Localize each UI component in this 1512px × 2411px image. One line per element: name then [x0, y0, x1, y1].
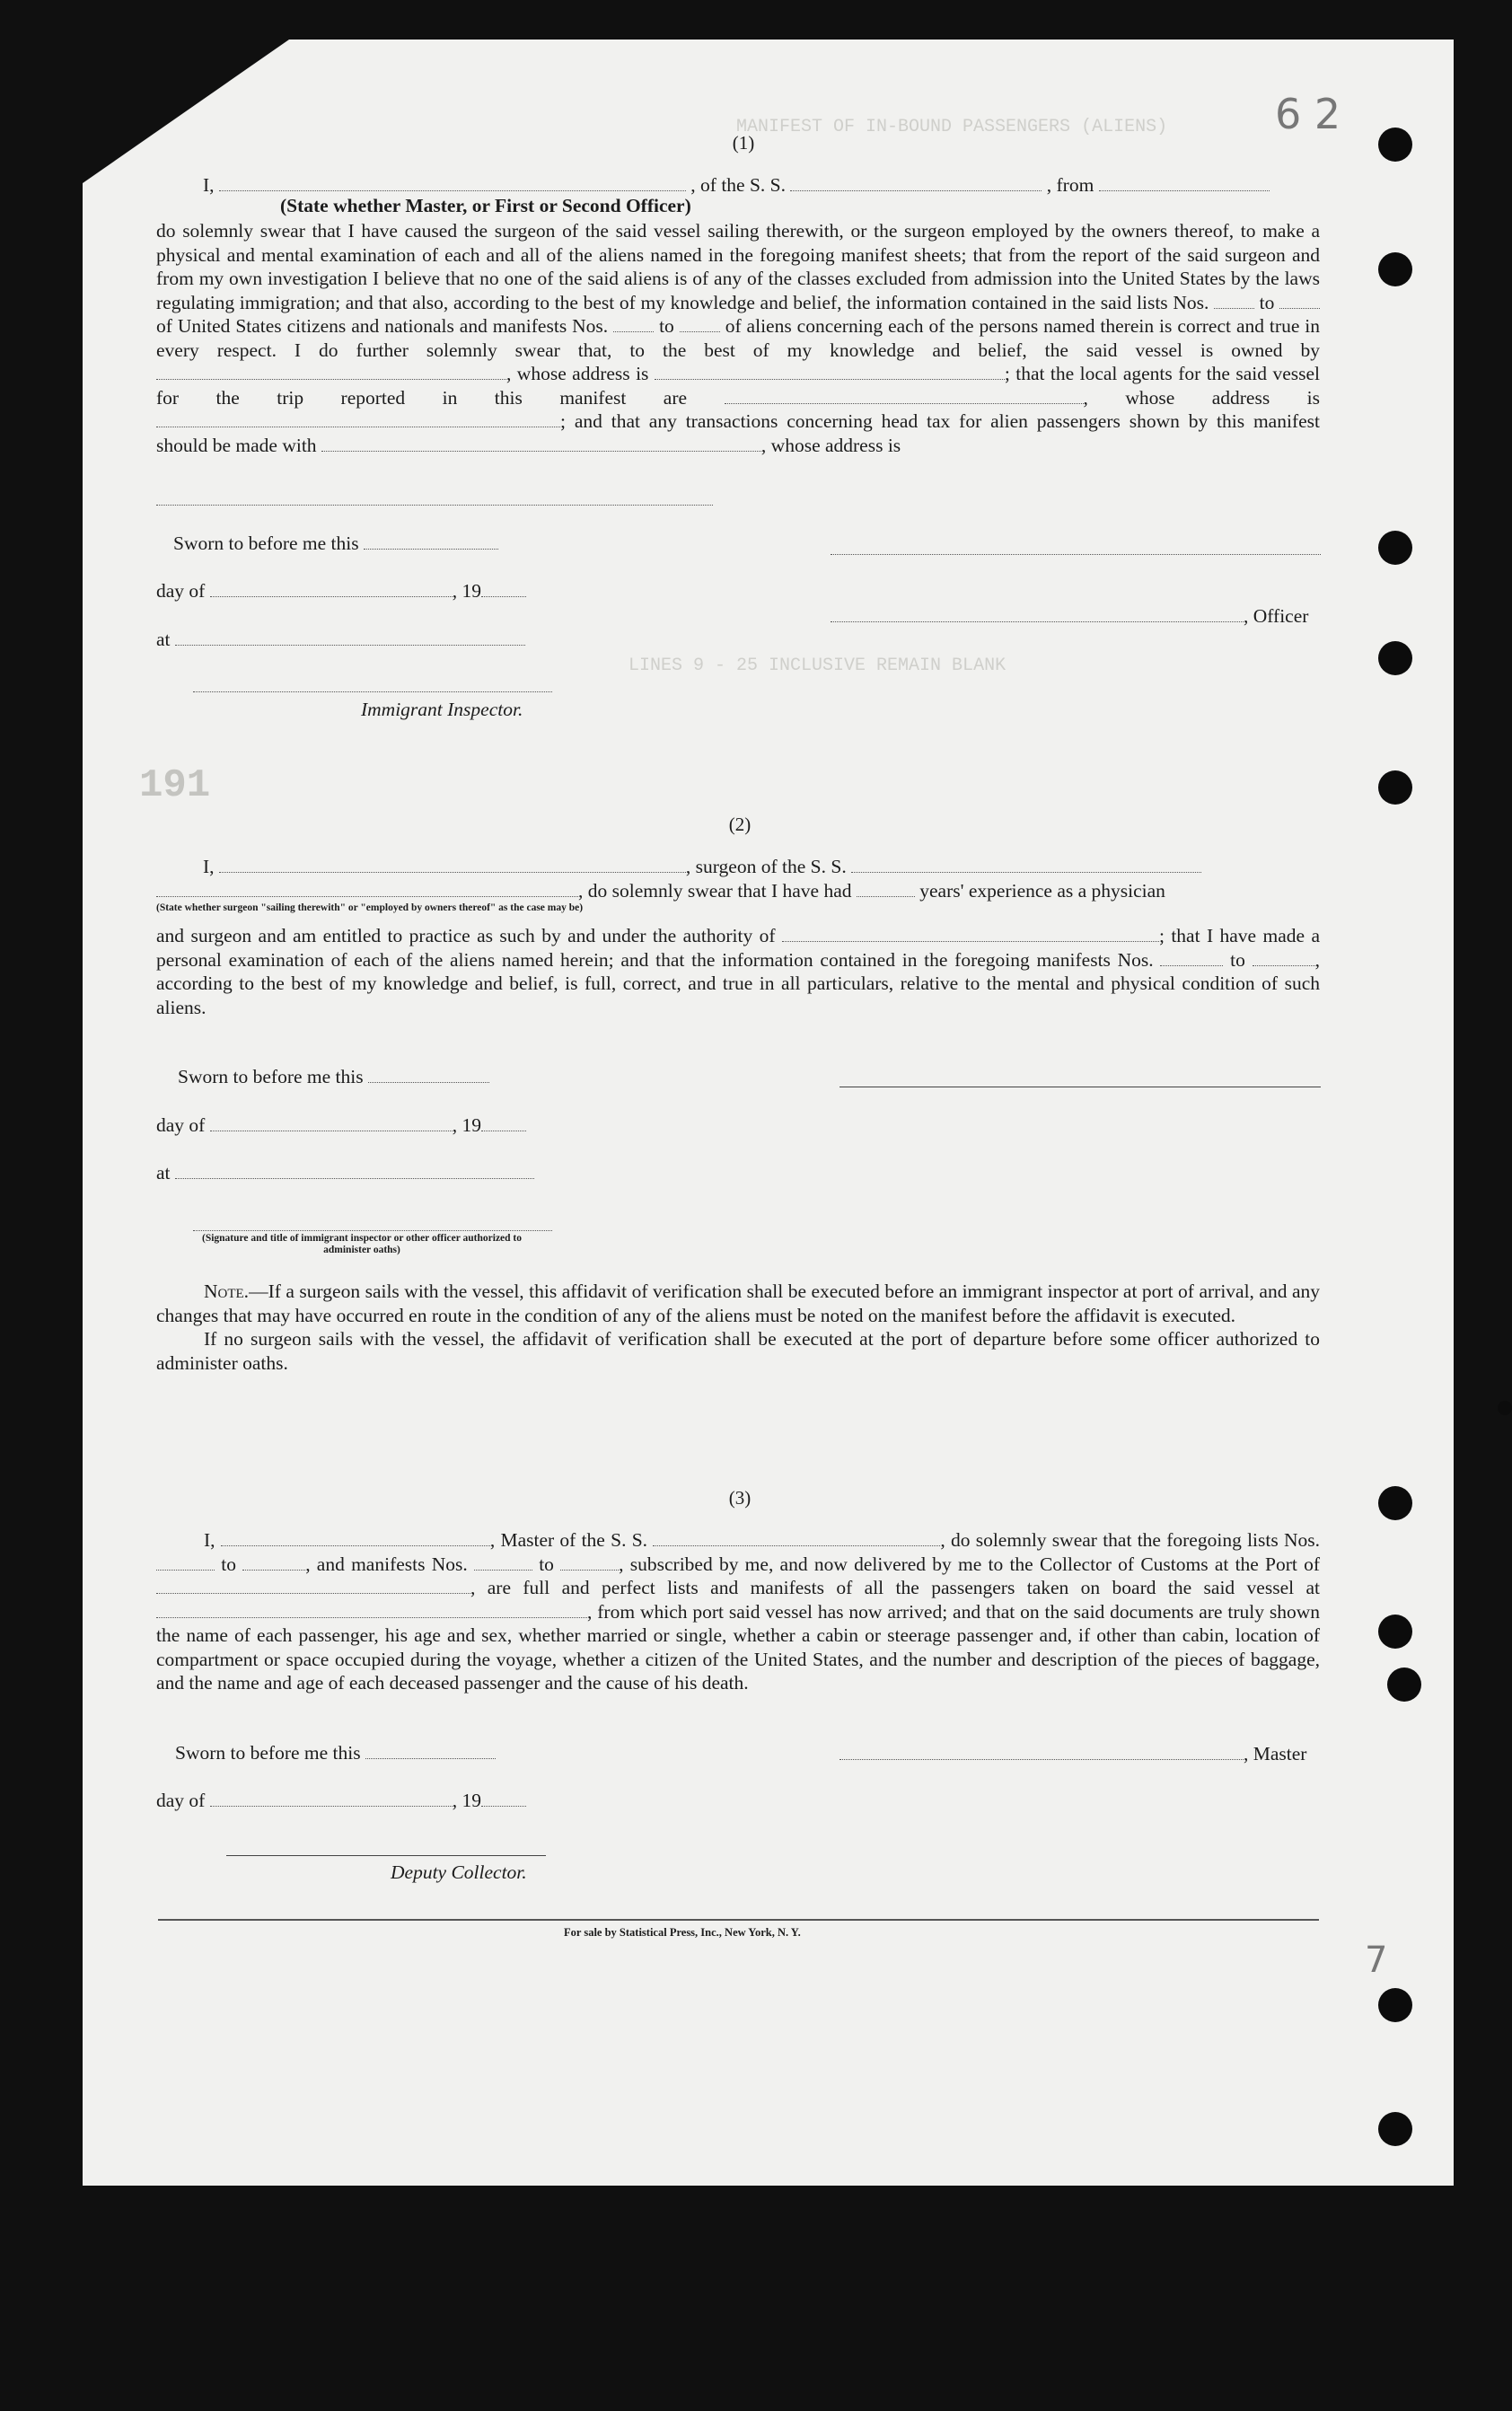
s2-officer-sig-line[interactable]	[193, 1230, 552, 1231]
section-3-number: (3)	[728, 1487, 752, 1509]
s1-day-of	[156, 580, 526, 603]
s1-sworn-field[interactable]	[364, 534, 498, 550]
s3-deputy-caption: Deputy Collector.	[391, 1861, 527, 1883]
s3-vessel-field[interactable]	[653, 1531, 940, 1546]
s1-lists-to-field[interactable]	[1279, 294, 1320, 309]
s3-port-field[interactable]	[156, 1579, 470, 1594]
s3-paragraph	[156, 1528, 1320, 1695]
s1-inspector-caption: Immigrant Inspector.	[361, 699, 523, 720]
s1-sworn	[173, 532, 498, 555]
s2-line2	[156, 880, 1165, 902]
s2-surgeon-of-ss: , surgeon of the S. S.	[685, 856, 847, 877]
punch-hole	[1498, 1401, 1512, 1415]
s3-rest: , from which port said vessel has now arrived; and that on the said documents are truly shown the name of each passenger, his age and sex, whether married or single, whether a cabin or steerage passenger and, if other than cabin, location of compartment or space occupied during the voyage, whether a citizen of the United States, and the number and description of the pieces of baggage, and the name and age of each deceased passenger and the cause of his death.	[156, 1600, 1320, 1694]
s1-day-field[interactable]	[210, 582, 453, 597]
punch-hole	[1378, 770, 1412, 805]
s2-years-field[interactable]	[857, 882, 915, 897]
s2-status-field[interactable]	[156, 882, 578, 897]
s3-to2: to	[539, 1553, 554, 1575]
punch-hole	[1378, 2112, 1412, 2146]
stamp-number: 191	[139, 763, 211, 808]
s3-manifests: , and manifests Nos.	[305, 1553, 468, 1575]
s3-deputy-sig-line[interactable]	[226, 1855, 546, 1856]
note-text-2: If no surgeon sails with the vessel, the affidavit of verification shall be executed at the port of departure before some officer authorized to administer oaths.	[156, 1328, 1320, 1374]
s1-text-c: of aliens concerning each of the persons named therein is correct and true in every respect. I do further solemnly swear that, to the best of my knowledge and belief, the said vessel is owned by	[156, 315, 1321, 361]
s1-paragraph: do solemnly swear that I have caused the surgeon of the said vessel sailing therewith, or the surgeon employed by the owners thereof, to make a physical and mental examination of each and all of the aliens named in the foregoing manifest sheets; that from the report of the said surgeon and from my own investigation I believe that no one of the said aliens is of any of the classes excluded from admission into the United States by the laws regulating immigration; and that also, according to the best of my knowledge and belief, the information contained in the said lists Nos. to of United States citizens and nationals and manifests Nos. to of aliens concerning each of the persons named therein is correct and true in every respect. I do further solemnly swear that, to the best of my knowledge and belief, the said vessel is owned by , whose address is ; that the local agents for the said vessel for the trip reported in this manifest are , whose address is ; and that any transactions concerning head tax for alien passengers shown by this manifest should be made with , whose address is	[156, 220, 1321, 456]
s1-manifests-to-field[interactable]	[680, 317, 720, 332]
note-label: Note.	[204, 1280, 250, 1302]
s3-sworn	[175, 1742, 496, 1764]
s1-whose-address: , whose address is	[506, 363, 649, 384]
s2-line1	[203, 856, 1201, 878]
s1-manifests-from-field[interactable]	[613, 317, 654, 332]
s2-sworn-text: Sworn to before me this	[178, 1066, 364, 1087]
s2-manifests-to-field[interactable]	[1253, 951, 1315, 966]
s1-from-field[interactable]	[1099, 176, 1270, 191]
s1-text-e: whose address is	[1125, 386, 1320, 409]
s3-lists-from-field[interactable]	[156, 1555, 215, 1571]
s2-year-field[interactable]	[481, 1116, 526, 1131]
bleed-through-text: MANIFEST OF IN-BOUND PASSENGERS (ALIENS)	[736, 117, 1168, 137]
s1-owner-address-field[interactable]	[655, 365, 1005, 380]
s2-manifests-from-field[interactable]	[1160, 951, 1223, 966]
s3-day-text: day of	[156, 1790, 206, 1811]
s3-lists-to-field[interactable]	[242, 1555, 305, 1571]
s2-authority-field[interactable]	[782, 927, 1159, 942]
s2-paragraph	[156, 924, 1320, 1019]
s3-master-sig-field[interactable]	[840, 1745, 1244, 1760]
handwritten-mark: 6 2	[1275, 90, 1341, 138]
s2-sworn-field[interactable]	[368, 1068, 489, 1083]
s3-day-field[interactable]	[210, 1791, 453, 1807]
bleed-through-text: LINES 9 - 25 INCLUSIVE REMAIN BLANK	[629, 656, 1007, 676]
s3-paragraph-block	[156, 1528, 1320, 1695]
s2-note-2	[156, 1327, 1320, 1375]
s1-agents-field[interactable]	[725, 389, 1084, 404]
footer-rule	[158, 1919, 1319, 1921]
s2-text-b: ; that I have made a personal examination of each of the aliens named herein; and that the information contained in the foregoing manifests Nos.	[156, 925, 1321, 971]
punch-hole	[1387, 1667, 1421, 1702]
s1-headtax-field[interactable]	[321, 436, 761, 452]
s3-master-name-field[interactable]	[221, 1531, 490, 1546]
s1-agents-address-field[interactable]	[156, 412, 560, 427]
s3-day-of	[156, 1790, 526, 1812]
s1-inspector-line[interactable]	[193, 691, 552, 692]
s2-day-of	[156, 1114, 526, 1137]
s2-caption: (State whether surgeon "sailing therewith" or "employed by owners thereof" as the case may be)	[156, 902, 584, 913]
s1-vessel-field[interactable]	[790, 176, 1042, 191]
s1-text-b: of United States citizens and nationals and manifests Nos.	[156, 315, 609, 337]
s1-year-field[interactable]	[481, 582, 526, 597]
s2-sig-caption: (Signature and title of immigrant inspector or other officer authorized to administer oaths)	[201, 1233, 523, 1255]
s2-at	[156, 1162, 534, 1184]
s1-at	[156, 629, 525, 651]
s2-day-field[interactable]	[210, 1116, 453, 1131]
s3-to: to	[221, 1553, 236, 1575]
note-text: —If a surgeon sails with the vessel, this affidavit of verification shall be executed before an immigrant inspector at port of arrival, and any changes that may have occurred en route in the condition of any of the aliens must be noted on the manifest before the affidavit is executed.	[156, 1280, 1320, 1326]
s2-years-text: years' experience as a physician	[919, 880, 1165, 902]
s2-text-a: and surgeon and am entitled to practice as such by and under the authority of	[156, 925, 776, 946]
s2-nineteen: , 19	[452, 1114, 481, 1136]
s1-caption: (State whether Master, or First or Second Officer)	[280, 195, 691, 216]
s3-sworn-text: Sworn to before me this	[175, 1742, 361, 1764]
s2-note-block	[156, 1280, 1320, 1375]
s2-text-c: , according to the best of my knowledge and belief, is full, correct, and true in all particulars, relative to the mental and physical condition of such aliens.	[156, 948, 1321, 1018]
s1-sig-line-1[interactable]	[831, 554, 1321, 555]
s1-officer-sig-field[interactable]	[831, 607, 1244, 622]
s1-text-d: ; that the local agents for the said vessel for the trip reported in this manifest are	[156, 363, 1320, 409]
s1-address-line[interactable]	[156, 505, 713, 506]
s3-master	[840, 1743, 1306, 1765]
s2-i: I,	[203, 856, 215, 877]
punch-hole	[1378, 1486, 1412, 1520]
s1-officer-text: , Officer	[1244, 605, 1309, 627]
s2-at-text: at	[156, 1162, 171, 1184]
s3-subscribed: , subscribed by me, and now delivered by me to the Collector of Customs at the Port of	[619, 1553, 1321, 1575]
s1-to2: to	[659, 315, 674, 337]
s1-lists-from-field[interactable]	[1214, 294, 1254, 309]
punch-hole	[1378, 1988, 1412, 2022]
s1-officer-field[interactable]	[219, 176, 686, 191]
s2-vessel-field[interactable]	[851, 858, 1201, 873]
s3-master-of-ss: , Master of the S. S.	[489, 1529, 648, 1551]
s1-paragraph-block	[156, 219, 1320, 457]
s3-full: , are full and perfect lists and manifests of all the passengers taken on board the said vessel at	[470, 1577, 1320, 1598]
s1-at-text: at	[156, 629, 171, 650]
s2-day-text: day of	[156, 1114, 206, 1136]
footer-printer: For sale by Statistical Press, Inc., New York, N. Y.	[564, 1926, 801, 1939]
s1-day-text: day of	[156, 580, 206, 602]
punch-hole	[1378, 641, 1412, 675]
s1-from: , from	[1046, 174, 1094, 196]
s1-of-ss: , of the S. S.	[690, 174, 787, 196]
s3-manifests-from-field[interactable]	[474, 1555, 532, 1571]
s2-sworn	[178, 1066, 489, 1088]
s2-surgeon-name-field[interactable]	[219, 858, 686, 873]
section-2-number: (2)	[728, 814, 752, 835]
s2-at-field[interactable]	[175, 1164, 534, 1179]
punch-hole	[1378, 531, 1412, 565]
s3-manifests-to-field[interactable]	[560, 1555, 619, 1571]
s2-to: to	[1230, 948, 1245, 971]
handwritten-mark: 7	[1365, 1940, 1388, 1981]
s3-i: I,	[204, 1529, 215, 1551]
section-1-number: (1)	[732, 132, 755, 154]
s1-nineteen: , 19	[452, 580, 481, 602]
s3-departure-field[interactable]	[156, 1603, 587, 1618]
s1-line1	[203, 174, 1270, 197]
s3-year-field[interactable]	[481, 1791, 526, 1807]
s3-solemnly: , do solemnly swear that the foregoing lists Nos.	[940, 1529, 1321, 1551]
s1-text-f: ; and that any transactions concerning head tax for alien passengers shown by this manifest should be made with	[156, 410, 1320, 456]
s1-sworn-text: Sworn to before me this	[173, 532, 359, 554]
s1-at-field[interactable]	[175, 630, 525, 646]
s2-paragraph-block	[156, 924, 1320, 1019]
s1-text-a: do solemnly swear that I have caused the surgeon of the said vessel sailing therewith, or the surgeon employed by the owners thereof, to make a physical and mental examination of each and all of the aliens named in the foregoing manifest sheets; that from the report of the said surgeon and from my own investigation I believe that no one of the said aliens is of any of the classes excluded from admission into the United States by the laws regulating immigration; and that also, according to the best of my knowledge and belief, the information contained in the said lists Nos.	[156, 220, 1320, 313]
s3-master-text: , Master	[1244, 1743, 1307, 1764]
s1-officer	[831, 605, 1308, 628]
s1-text-g: , whose address is	[760, 434, 901, 456]
s2-swear: , do solemnly swear that I have had	[578, 880, 852, 902]
s1-owner-field[interactable]	[156, 365, 506, 380]
s1-i: I,	[203, 174, 215, 196]
s1-to: to	[1259, 291, 1275, 313]
punch-hole	[1378, 252, 1412, 286]
s2-note	[156, 1280, 1320, 1327]
punch-hole	[1378, 128, 1412, 162]
punch-hole	[1378, 1615, 1412, 1649]
s3-nineteen: , 19	[452, 1790, 481, 1811]
s3-sworn-field[interactable]	[365, 1744, 496, 1759]
